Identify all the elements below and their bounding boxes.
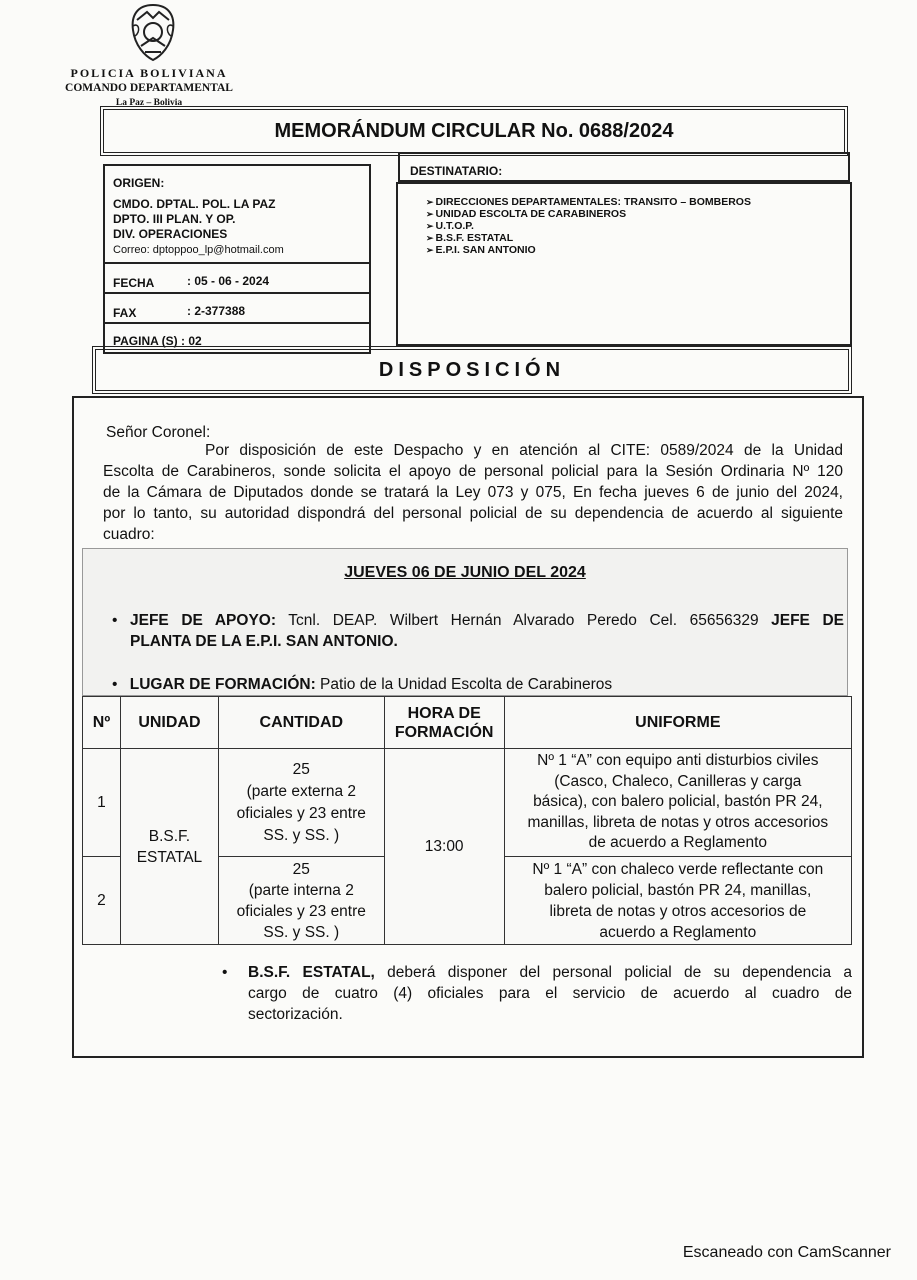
uniforme-cell	[504, 749, 851, 857]
cantidad-line: oficiales y 23 entre	[236, 902, 366, 920]
memo-title: MEMORÁNDUM CIRCULAR No. 0688/2024	[100, 106, 848, 156]
uniforme-line: manillas, libreta de notas y otros accesorios	[527, 813, 829, 831]
cantidad-cell	[218, 857, 384, 945]
col-header-cantidad: CANTIDAD	[218, 697, 384, 749]
uniforme-line: de acuerdo a Reglamento	[588, 834, 767, 852]
unidad-cell	[120, 749, 218, 945]
origin-box	[103, 164, 371, 354]
cantidad-line: (parte interna 2	[248, 881, 354, 899]
scanner-watermark: Escaneado con CamScanner	[682, 1244, 891, 1261]
lugar-label: LUGAR DE FORMACIÓN:	[129, 676, 316, 693]
row-num: 1	[83, 749, 121, 857]
fecha-label: FECHA	[113, 276, 155, 290]
body-paragraph	[103, 440, 843, 545]
fax-value: : 2-377388	[187, 304, 246, 318]
paragraph-line: de la Cámara de Diputados donde se tratará la Ley 073 y 075, En fecha jueves 6 de junio del 2024,	[103, 484, 843, 501]
cantidad-line: SS. y SS. )	[263, 923, 340, 941]
paragraph-line: cuadro:	[103, 526, 155, 543]
jefe-tail: JEFE DE	[758, 612, 844, 629]
uniforme-line: Nº 1 “A” con equipo anti disturbios civiles	[537, 752, 819, 770]
destinatario-label: DESTINATARIO:	[398, 152, 850, 182]
origin-line: CMDO. DPTAL. POL. LA PAZ	[113, 197, 276, 211]
org-command: COMANDO DEPARTAMENTAL	[65, 82, 233, 94]
pagina-value: : 02	[181, 334, 202, 348]
jefe-text: Tcnl. DEAP. Wilbert Hernán Alvarado Peredo Cel. 65656329	[276, 612, 759, 629]
cantidad-line: 25	[292, 760, 310, 778]
cantidad-cell	[218, 749, 384, 857]
uniforme-line: (Casco, Chaleco, Canilleras y carga	[554, 772, 802, 790]
col-header-unidad: UNIDAD	[120, 697, 218, 749]
unidad-value: B.S.F. ESTATAL	[136, 827, 203, 866]
cantidad-line: (parte externa 2	[246, 782, 356, 800]
col-header-hora: HORA DE FORMACIÓN	[384, 697, 504, 749]
destinatario-item: ➢ E.P.I. SAN ANTONIO	[426, 244, 850, 256]
uniforme-line: acuerdo a Reglamento	[599, 923, 757, 941]
paragraph-line: Por disposición de este Despacho y en atención al CITE: 0589/2024 de la Unidad	[205, 442, 843, 459]
destinatario-item: ➢ U.T.O.P.	[426, 220, 850, 232]
pagina-label: PAGINA (S)	[113, 334, 178, 348]
date-heading: JUEVES 06 DE JUNIO DEL 2024	[344, 564, 586, 581]
uniforme-line: balero policial, bastón PR 24, manillas,	[544, 881, 812, 899]
origin-line: DPTO. III PLAN. Y OP.	[113, 212, 236, 226]
uniforme-line: libreta de notas y otros accesorios de	[549, 902, 807, 920]
destinatario-item: ➢ DIRECCIONES DEPARTAMENTALES: TRANSITO – BOMBEROS	[426, 196, 850, 208]
police-crest-logo	[127, 2, 179, 64]
jefe-line2: PLANTA DE LA E.P.I. SAN ANTONIO.	[130, 633, 398, 650]
disposicion-title: DISPOSICIÓN	[92, 346, 852, 394]
schedule-table	[82, 696, 852, 945]
lugar-bullet: • LUGAR DE FORMACIÓN: Patio de la Unidad Escolta de Carabineros	[112, 676, 613, 693]
hora-value: 13:00	[384, 749, 504, 945]
col-header-uniforme: UNIFORME	[504, 697, 851, 749]
org-name: POLICIA BOLIVIANA	[70, 66, 228, 80]
uniforme-line: Nº 1 “A” con chaleco verde reflectante con	[532, 860, 824, 878]
origin-line: DIV. OPERACIONES	[113, 227, 228, 241]
origin-email: Correo: dptoppoo_lp@hotmail.com	[113, 244, 284, 256]
uniforme-cell	[504, 857, 851, 945]
salutation: Señor Coronel:	[106, 424, 211, 441]
jefe-label: JEFE DE APOYO:	[130, 612, 277, 629]
destinatario-item: ➢ UNIDAD ESCOLTA DE CARABINEROS	[426, 208, 850, 220]
lugar-text: Patio de la Unidad Escolta de Carabineros	[315, 676, 613, 693]
bsf-note: • B.S.F. ESTATAL, deberá disponer del personal policial de su dependencia a cargo de cuatro (4) oficiales para el servicio de acuerdo al cuadro de sectorización.	[222, 964, 852, 1023]
cantidad-line: 25	[292, 860, 310, 878]
org-location: La Paz – Bolivia	[115, 98, 183, 108]
cantidad-line: oficiales y 23 entre	[236, 804, 366, 822]
bsf-note-label: B.S.F. ESTATAL,	[248, 964, 375, 981]
origin-label: ORIGEN:	[113, 176, 165, 190]
paragraph-line: Escolta de Carabineros, sonde solicita el apoyo de personal policial para la Sesión Ordinaria Nº 120	[103, 463, 843, 480]
destinatario-box	[396, 182, 852, 346]
bsf-note-line1: deberá disponer del personal policial de su dependencia a	[374, 964, 852, 981]
uniforme-line: básica), con balero policial, bastón PR 24,	[533, 793, 823, 811]
cantidad-line: SS. y SS. )	[263, 826, 340, 844]
origin-lines	[113, 197, 275, 242]
jefe-bullet: • JEFE DE APOYO: Tcnl. DEAP. Wilbert Hernán Alvarado Peredo Cel. 65656329 JEFE DE PLANTA DE LA E.P.I. SAN ANTONIO.	[112, 612, 844, 650]
destinatario-item: ➢ B.S.F. ESTATAL	[426, 232, 850, 244]
col-header-num: Nº	[83, 697, 121, 749]
bsf-note-line2: cargo de cuatro (4) oficiales para el servicio de acuerdo al cuadro de	[248, 985, 852, 1002]
bsf-note-line3: sectorización.	[248, 1006, 343, 1023]
fecha-value: : 05 - 06 - 2024	[187, 274, 270, 288]
fax-label: FAX	[113, 306, 137, 320]
row-num: 2	[83, 857, 121, 945]
paragraph-line: por lo tanto, su autoridad dispondrá del personal policial de su dependencia de acuerdo al siguiente	[103, 505, 843, 522]
